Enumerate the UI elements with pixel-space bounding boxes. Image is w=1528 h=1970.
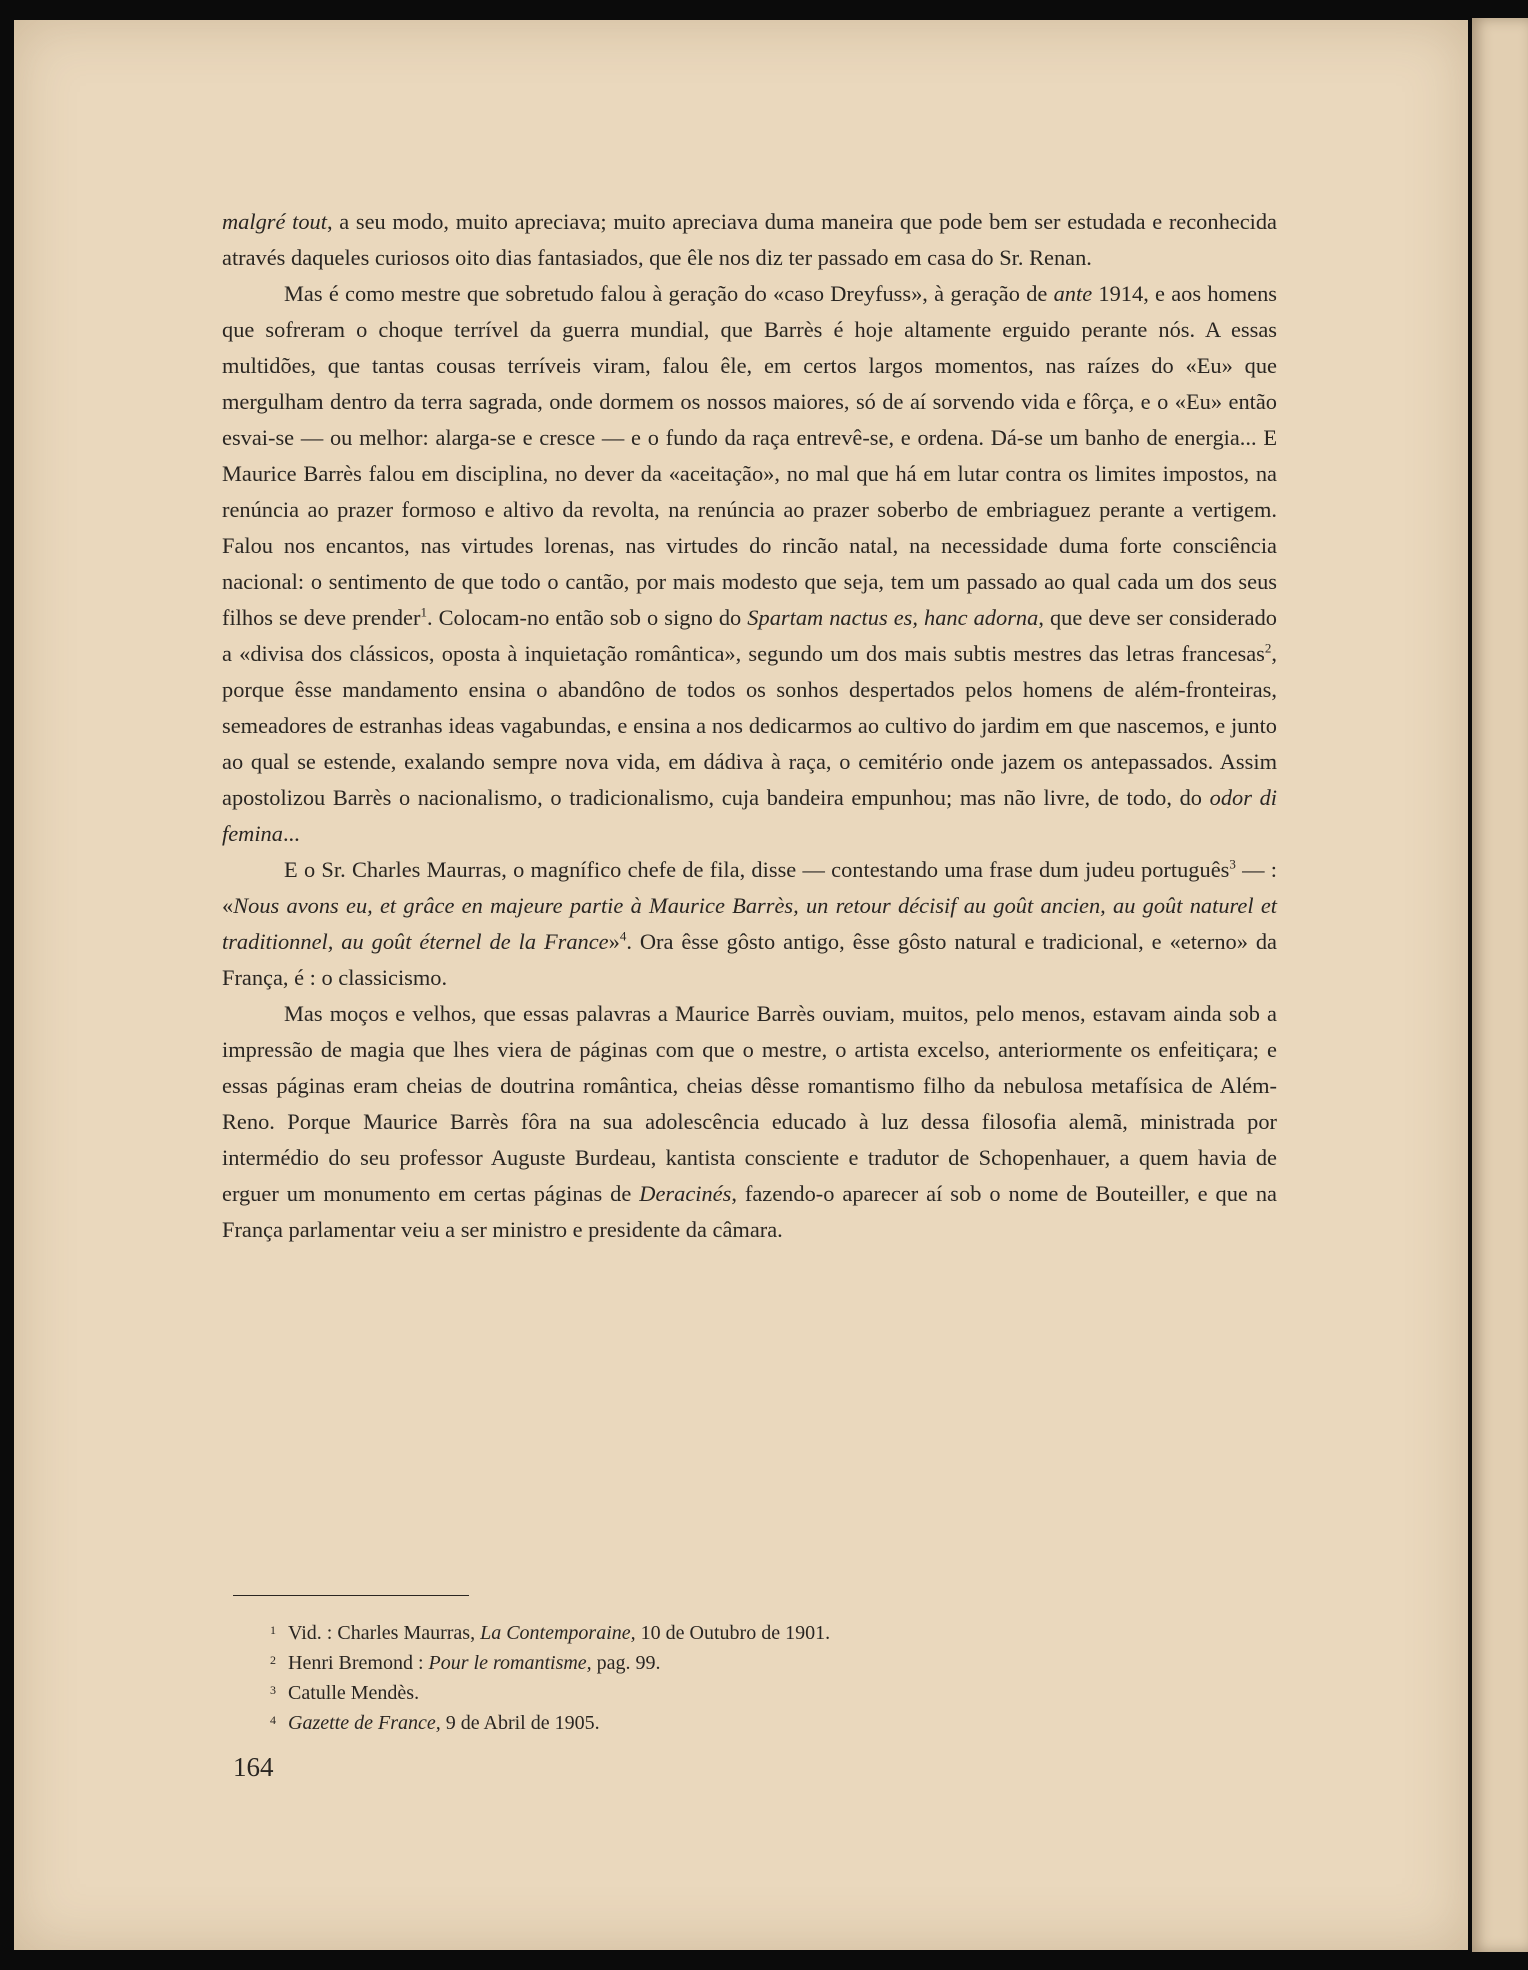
italic-phrase: Deracinés [639, 1181, 732, 1206]
text-run: 10 de Outubro de 1901. [635, 1622, 831, 1644]
page-number: 164 [233, 1752, 274, 1782]
paragraph-3 [222, 852, 1277, 996]
text-run: pag. 99. [591, 1652, 661, 1674]
footnotes [270, 1618, 1188, 1738]
text-run: Mas moços e velhos, que essas palavras a Maurice Barrès ouviam, muitos, pelo menos, estavam ainda sob a impressão de magia que lhes viera de páginas com que o mestre, o artista excelso, anteriormente os enfeitiçara; e essas páginas eram cheias de doutrina romântica, cheias dêsse romantismo filho da nebulosa metafísica de Além-Reno. Porque Maurice Barrès fôra na sua adolescência educado à luz dessa filosofia alemã, ministrada por intermédio do seu professor Auguste Burdeau, kantista consciente e tradutor de Schopenhauer, a quem havia de erguer um monumento em certas páginas de [222, 1001, 1277, 1206]
text-run: — : « [222, 857, 1277, 918]
footnote-marker: 2 [1264, 640, 1272, 656]
text-run: E o Sr. Charles Maurras, o magnífico chefe de fila, disse — contestando uma frase dum judeu português [284, 857, 1230, 882]
footnote-number: 3 [270, 1683, 276, 1697]
text-run: , que deve ser considerado a «divisa dos clássicos, oposta à inquietação romântica», segundo um dos mais subtis mestres das letras francesas [222, 605, 1277, 666]
text-run: . Ora êsse gôsto antigo, êsse gôsto natural e tradicional, e «eterno» da França, é : o classicismo. [222, 929, 1277, 990]
paragraph-1 [222, 204, 1277, 276]
text-run: » [608, 929, 620, 954]
footnote-number: 4 [270, 1713, 276, 1727]
footnote-marker: 3 [1229, 856, 1236, 872]
italic-phrase: odor di femina [222, 785, 1277, 846]
italic-phrase: Spartam nactus es, hanc adorna [747, 605, 1039, 630]
text-run: 9 de Abril de 1905. [440, 1712, 600, 1734]
text-run: 1914, e aos homens que sofreram o choque terrível da guerra mundial, que Barrès é hoje altamente erguido perante nós. A essas multidões, que tantas cousas terríveis viram, falou êle, em certos largos momentos, nas raízes do «Eu» que mergulham dentro da terra sagrada, onde dormem os nossos maiores, só de aí sorvendo vida e fôrça, e o «Eu» então esvai-se — ou melhor: alarga-se e cresce — e o fundo da raça entrevê-se, e ordena. Dá-se um banho de energia... E Maurice Barrès falou em disciplina, no dever da «aceitação», no mal que há em lutar contra os limites impostos, na renúncia ao prazer formoso e altivo da revolta, na renúncia ao prazer soberbo de embriaguez perante a vertigem. Falou nos encantos, nas virtudes lorenas, nas virtudes do rincão natal, na necessidade duma forte consciência nacional: o sentimento de que todo o cantão, por mais modesto que seja, tem um passado ao qual cada um dos seus filhos se deve prender [222, 281, 1277, 630]
text-run: Henri Bremond : [288, 1652, 429, 1674]
footnote-number: 1 [270, 1623, 276, 1637]
adjacent-page-edge [1472, 18, 1528, 1952]
footnote-3 [270, 1678, 1188, 1708]
italic-title: Gazette de France, [288, 1712, 441, 1734]
footnote-marker: 4 [619, 928, 627, 944]
text-run: ... [282, 821, 300, 846]
italic-phrase: ante [1053, 281, 1093, 306]
footnote-marker: 1 [420, 604, 427, 620]
footnote-4 [270, 1708, 1188, 1738]
footnote-separator [233, 1595, 469, 1596]
text-run: . Colocam-no então sob o signo do [426, 605, 748, 630]
text-run: , porque êsse mandamento ensina o abandôno de todos os sonhos despertados pelos homens de além-fronteiras, semeadores de estranhas ideas vagabundas, e ensina a nos dedicarmos ao cultivo do jardim em que nascemos, e junto ao qual se estende, exalando sempre nova vida, em dádiva à raça, o cemitério onde jazem os antepassados. Assim apostolizou Barrès o nacionalismo, o tradicionalismo, cuja bandeira empunhou; mas não livre, de todo, do [222, 641, 1277, 810]
text-run: Mas é como mestre que sobretudo falou à geração do «caso Dreyfuss», à geração de [284, 281, 1054, 306]
body-text [222, 204, 1277, 1248]
text-run: Vid. : Charles Maurras, [288, 1622, 481, 1644]
italic-phrase: malgré tout [222, 209, 327, 234]
text-run: , a seu modo, muito apreciava; muito apreciava duma maneira que pode bem ser estudada e reconhecida através daqueles curiosos oito dias fantasiados, que êle nos diz ter passado em casa do Sr. Renan. [222, 209, 1277, 270]
italic-title: Pour le romantisme, [428, 1652, 592, 1674]
paragraph-4 [222, 996, 1277, 1248]
paragraph-2 [222, 276, 1277, 852]
footnote-number: 2 [270, 1653, 276, 1667]
footnote-1 [270, 1618, 1188, 1648]
italic-quote: Nous avons eu, et grâce en majeure partie à Maurice Barrès, un retour décisif au goût ancien, au goût naturel et traditionnel, au goût éternel de la France [222, 893, 1277, 954]
italic-title: La Contemporaine, [480, 1622, 636, 1644]
text-run: , fazendo-o aparecer aí sob o nome de Bouteiller, e que na França parlamentar veiu a ser ministro e presidente da câmara. [222, 1181, 1277, 1242]
text-run: Catulle Mendès. [288, 1682, 420, 1704]
footnote-2 [270, 1648, 1188, 1678]
